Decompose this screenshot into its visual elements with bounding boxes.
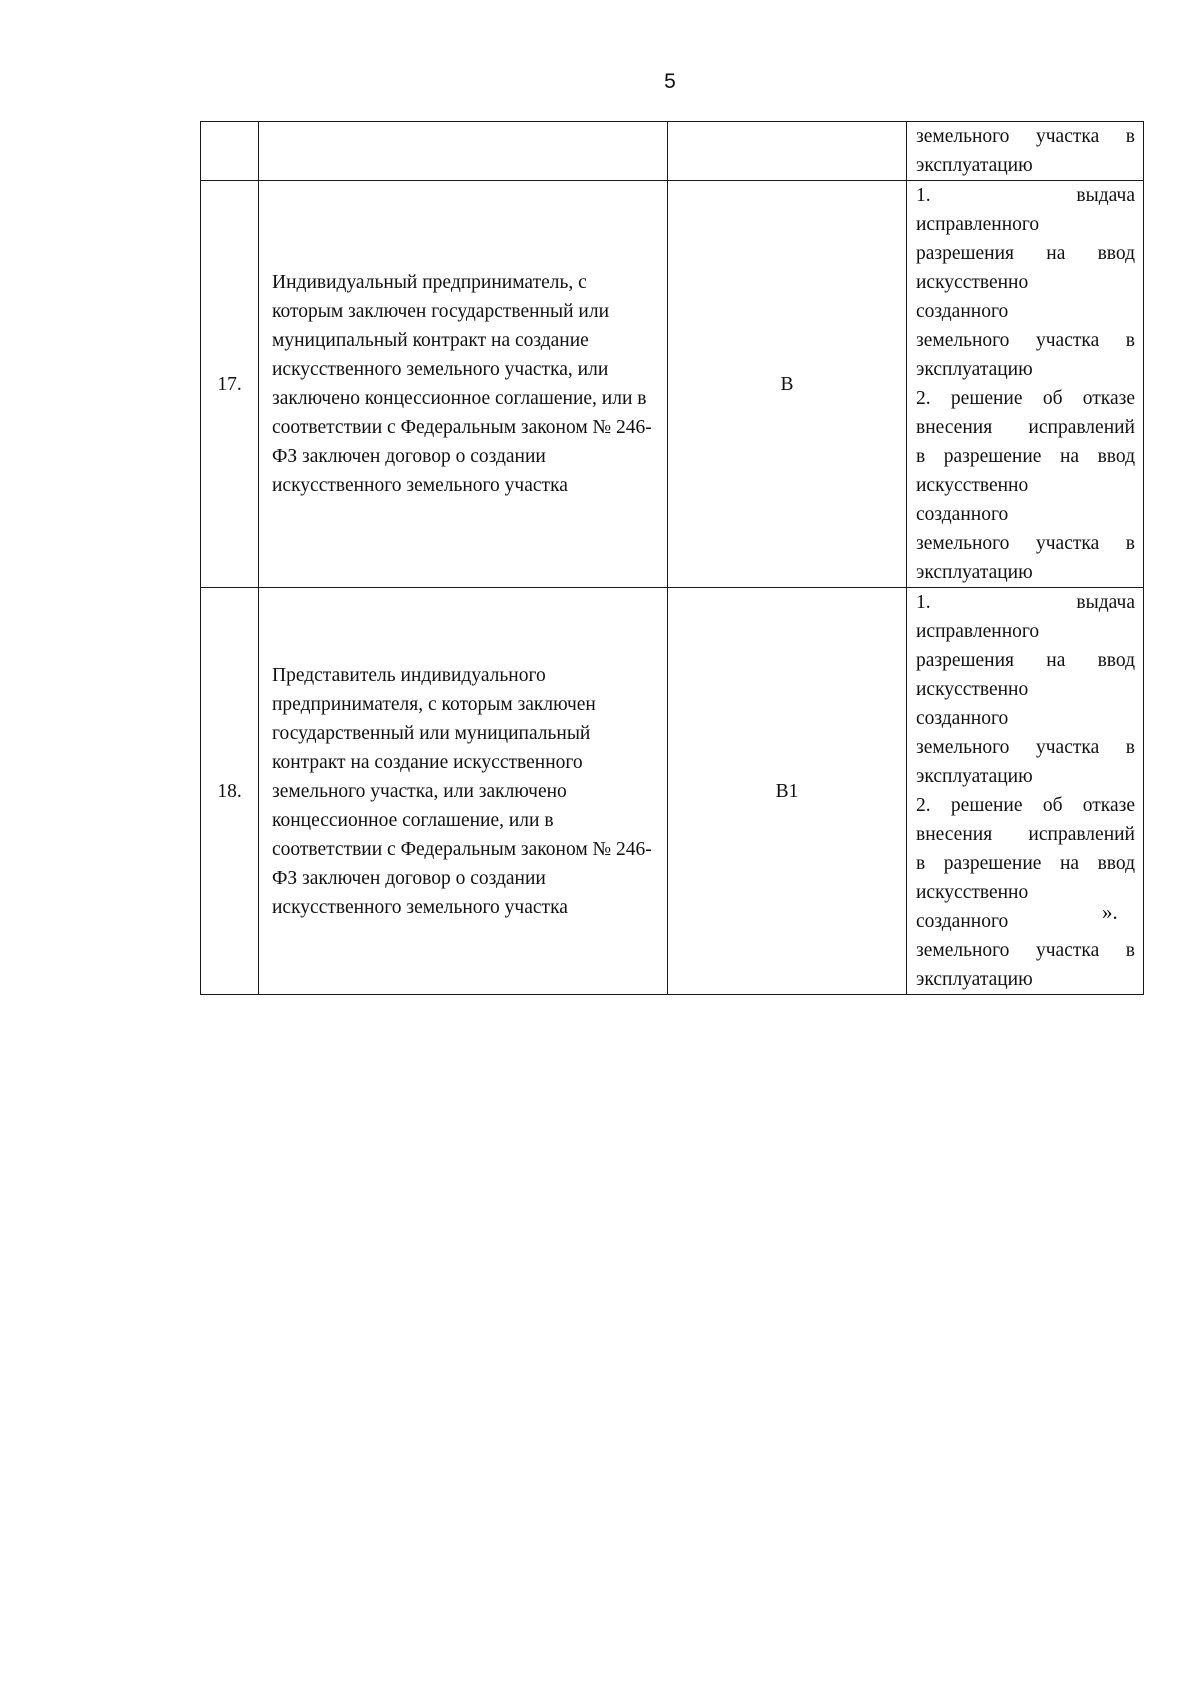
result-cell — [907, 122, 1144, 181]
result-line: эксплуатацию — [916, 562, 1033, 583]
result-line: 2. решение об отказе — [916, 388, 1135, 409]
result-line: 1. выдача — [916, 185, 1135, 206]
result-line: искусственно — [916, 679, 1029, 700]
row-number-cell: 17. — [201, 181, 259, 588]
result-line: созданного — [916, 911, 1009, 932]
result-line: созданного — [916, 301, 1009, 322]
result-line: разрешения на ввод — [916, 243, 1135, 264]
result-line: внесения исправлений — [916, 824, 1135, 845]
result-line: в разрешение на ввод — [916, 853, 1135, 874]
result-line: земельного участка в — [916, 330, 1135, 351]
result-line: искусственно — [916, 475, 1029, 496]
result-line: эксплуатацию — [916, 766, 1033, 787]
result-line: исправленного — [916, 214, 1040, 235]
result-line: земельного участка в — [916, 737, 1135, 758]
result-line: эксплуатацию — [916, 359, 1033, 380]
applicant-cell: Индивидуальный предприниматель, с которым заключен государственный или муниципальный контракт на создание искусственного земельного участка, или заключено концессионное соглашение, или в соответствии с Федеральным законом № 246-ФЗ заключен договор о создании искусственного земельного участка — [259, 181, 668, 588]
result-line: исправленного — [916, 621, 1040, 642]
result-line: земельного участка в — [916, 126, 1135, 147]
result-cell — [907, 588, 1144, 995]
row-number-cell — [201, 122, 259, 181]
result-line: земельного участка в — [916, 533, 1135, 554]
table-row — [201, 588, 1144, 995]
result-line: 2. решение об отказе — [916, 795, 1135, 816]
closing-quote-mark: ». — [1102, 900, 1118, 924]
table-row-continuation — [201, 122, 1144, 181]
result-line: в разрешение на ввод — [916, 446, 1135, 467]
result-cell — [907, 181, 1144, 588]
result-line: земельного участка в — [916, 940, 1135, 961]
variant-code-cell — [668, 122, 907, 181]
variant-code-cell: В — [668, 181, 907, 588]
services-table — [200, 121, 1144, 995]
result-line: внесения исправлений — [916, 417, 1135, 438]
applicant-cell: Представитель индивидуального предпринимателя, с которым заключен государственный или муниципальный контракт на создание искусственного земельного участка, или заключено концессионное соглашение, или в соответствии с Федеральным законом № 246-ФЗ заключен договор о создании искусственного земельного участка — [259, 588, 668, 995]
result-line: разрешения на ввод — [916, 650, 1135, 671]
applicant-cell — [259, 122, 668, 181]
result-line: созданного — [916, 504, 1009, 525]
table-row — [201, 181, 1144, 588]
result-line: эксплуатацию — [916, 155, 1033, 176]
result-line: искусственно — [916, 272, 1029, 293]
variant-code-cell: В1 — [668, 588, 907, 995]
result-line: 1. выдача — [916, 592, 1135, 613]
row-number-cell: 18. — [201, 588, 259, 995]
result-line: созданного — [916, 708, 1009, 729]
result-line: эксплуатацию — [916, 969, 1033, 990]
page-number: 5 — [664, 70, 676, 93]
result-line: искусственно — [916, 882, 1029, 903]
